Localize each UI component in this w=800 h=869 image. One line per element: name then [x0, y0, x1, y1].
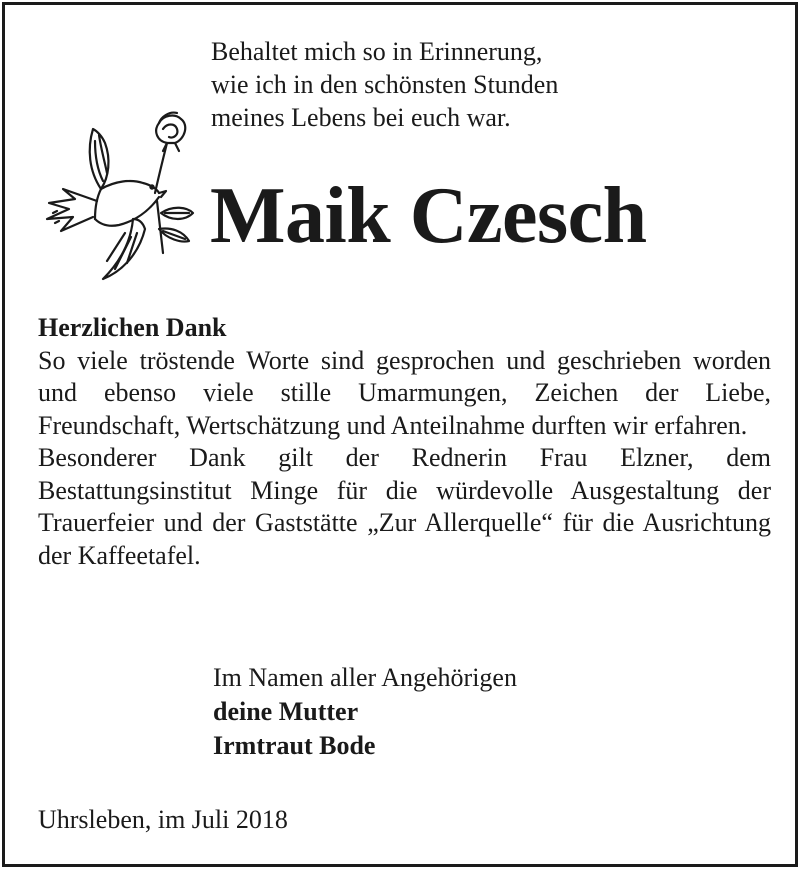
signoff-line: Im Namen aller Angehörigen: [213, 663, 517, 692]
quote-line: wie ich in den schönsten Stunden: [211, 70, 559, 99]
place-date: Uhrsleben, im Juli 2018: [38, 805, 288, 834]
thanks-heading: Herzlichen Dank: [38, 313, 227, 342]
thanks-paragraph: Besonderer Dank gilt der Rednerin Frau Elzner, dem Bestattungsinstitut Minge für die würdevolle Ausgestaltung der Trauerfeier und der Gaststätte „Zur Allerquelle“ für die Ausrichtung der Kaffeetafel.: [38, 443, 771, 570]
signoff-relation: deine Mutter: [213, 697, 359, 726]
memorial-quote: [211, 35, 771, 134]
signoff: [213, 661, 517, 763]
thanks-paragraph: So viele tröstende Worte sind gesprochen und geschrieben worden und ebenso viele stille Umarmungen, Zeichen der Liebe, Freundschaft, Wertschätzung und Anteilnahme durften wir erfahren.: [38, 345, 771, 440]
obituary-notice: [2, 2, 798, 867]
dove-with-rose-icon: [35, 101, 205, 291]
quote-line: meines Lebens bei euch war.: [211, 103, 511, 132]
signoff-name: Irmtraut Bode: [213, 731, 376, 760]
quote-line: Behaltet mich so in Erinnerung,: [211, 37, 543, 66]
thanks-text: [38, 312, 771, 572]
deceased-name: Maik Czesch: [210, 172, 647, 260]
